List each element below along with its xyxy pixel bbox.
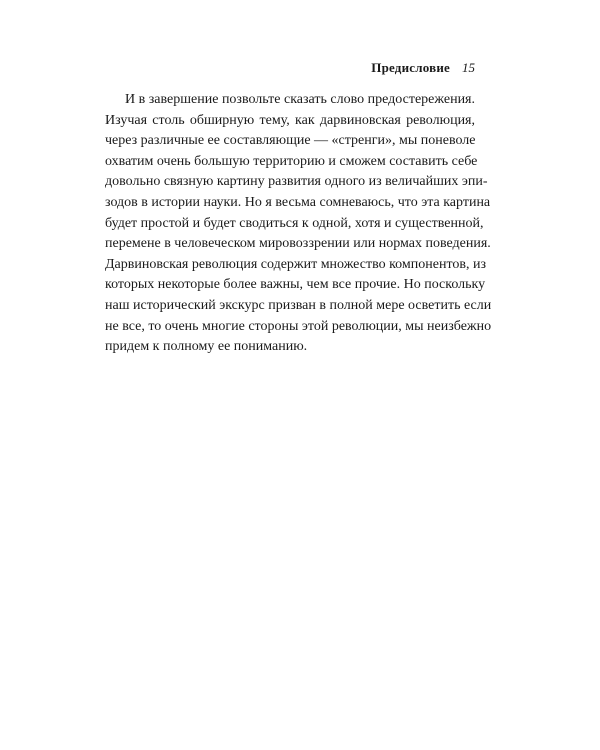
body-paragraph xyxy=(105,90,492,358)
text-line: придем к полному ее пониманию. xyxy=(105,339,308,355)
text-line: наш исторический экскурс призван в полной мере осветить если xyxy=(105,297,492,313)
text-line: Дарвиновская революция содержит множество компонентов, из xyxy=(105,256,487,272)
text-line: довольно связную картину развития одного из величайших эпи- xyxy=(105,174,488,190)
text-line: через различные ее составляющие — «стренги», мы поневоле xyxy=(105,133,476,149)
page-number: 15 xyxy=(462,60,475,75)
text-line: которых некоторые более важны, чем все прочие. Но поскольку xyxy=(105,277,486,293)
text-line: не все, то очень многие стороны этой революции, мы неизбежно xyxy=(105,318,492,334)
text-line: охватим очень большую территорию и сможем составить себе xyxy=(105,153,478,169)
text-line: зодов в истории науки. Но я весьма сомневаюсь, что эта картина xyxy=(105,194,491,210)
running-title: Предисловие xyxy=(371,60,450,75)
running-header xyxy=(105,60,475,80)
text-line: Изучая столь обширную тему, как дарвиновская революция, xyxy=(105,112,475,128)
text-line: И в завершение позвольте сказать слово предостережения. xyxy=(125,92,475,107)
text-line: перемене в человеческом мировоззрении или нормах поведения. xyxy=(105,236,491,252)
text-line: будет простой и будет сводиться к одной, хотя и существенной, xyxy=(105,215,484,231)
